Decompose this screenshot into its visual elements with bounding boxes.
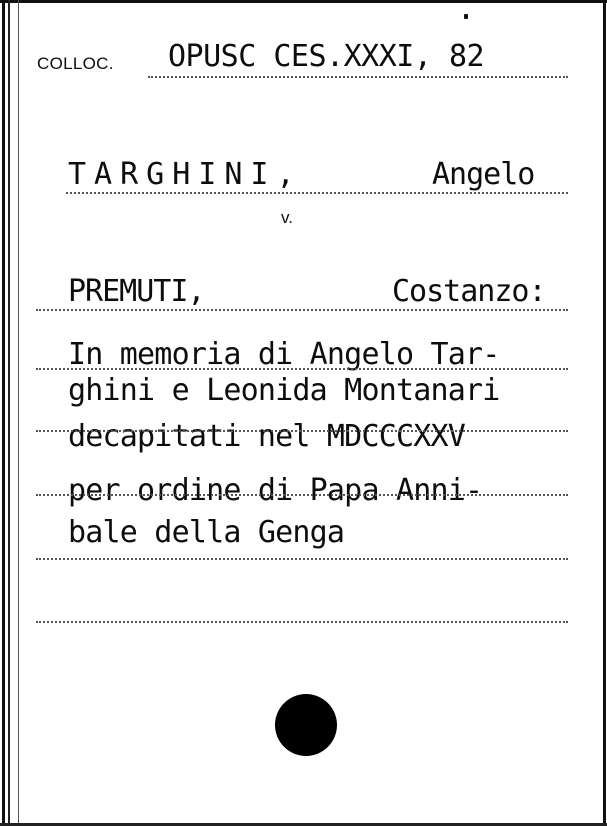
card-left-edge: [2, 0, 5, 826]
author-rule: [66, 192, 568, 194]
title-rule-3: [36, 494, 568, 496]
punch-hole: [275, 694, 337, 756]
card-top-edge: [0, 0, 607, 3]
card-right-edge: [603, 0, 606, 826]
shelfmark: OPUSC CES.XXXI, 82: [168, 39, 485, 74]
author-first-name: Angelo: [432, 157, 535, 192]
title-line-5: bale della Genga: [68, 515, 345, 550]
title-rule-4: [36, 558, 568, 560]
shelfmark-rule: [148, 76, 568, 78]
colloc-label: COLLOC.: [37, 54, 114, 73]
blank-rule: [36, 621, 568, 623]
author-surname: TARGHINI,: [68, 157, 303, 192]
title-line-2: ghini e Leonida Montanari: [68, 373, 500, 408]
second-author-surname: PREMUTI,: [68, 274, 205, 309]
card-left-border-line: [8, 0, 10, 826]
title-line-3: decapitati nel MDCCCXXV: [68, 419, 466, 454]
title-line-4: per ordine di Papa Anni-: [68, 473, 483, 508]
title-rule-1: [36, 368, 568, 370]
second-author-first-name: Costanzo:: [392, 274, 546, 309]
second-author-rule: [36, 309, 568, 311]
card-left-margin-line: [18, 0, 19, 826]
versus-note: v.: [281, 208, 293, 227]
title-line-1: In memoria di Angelo Tar-: [68, 337, 500, 372]
ink-speck: [464, 14, 468, 19]
title-rule-2: [36, 430, 568, 432]
